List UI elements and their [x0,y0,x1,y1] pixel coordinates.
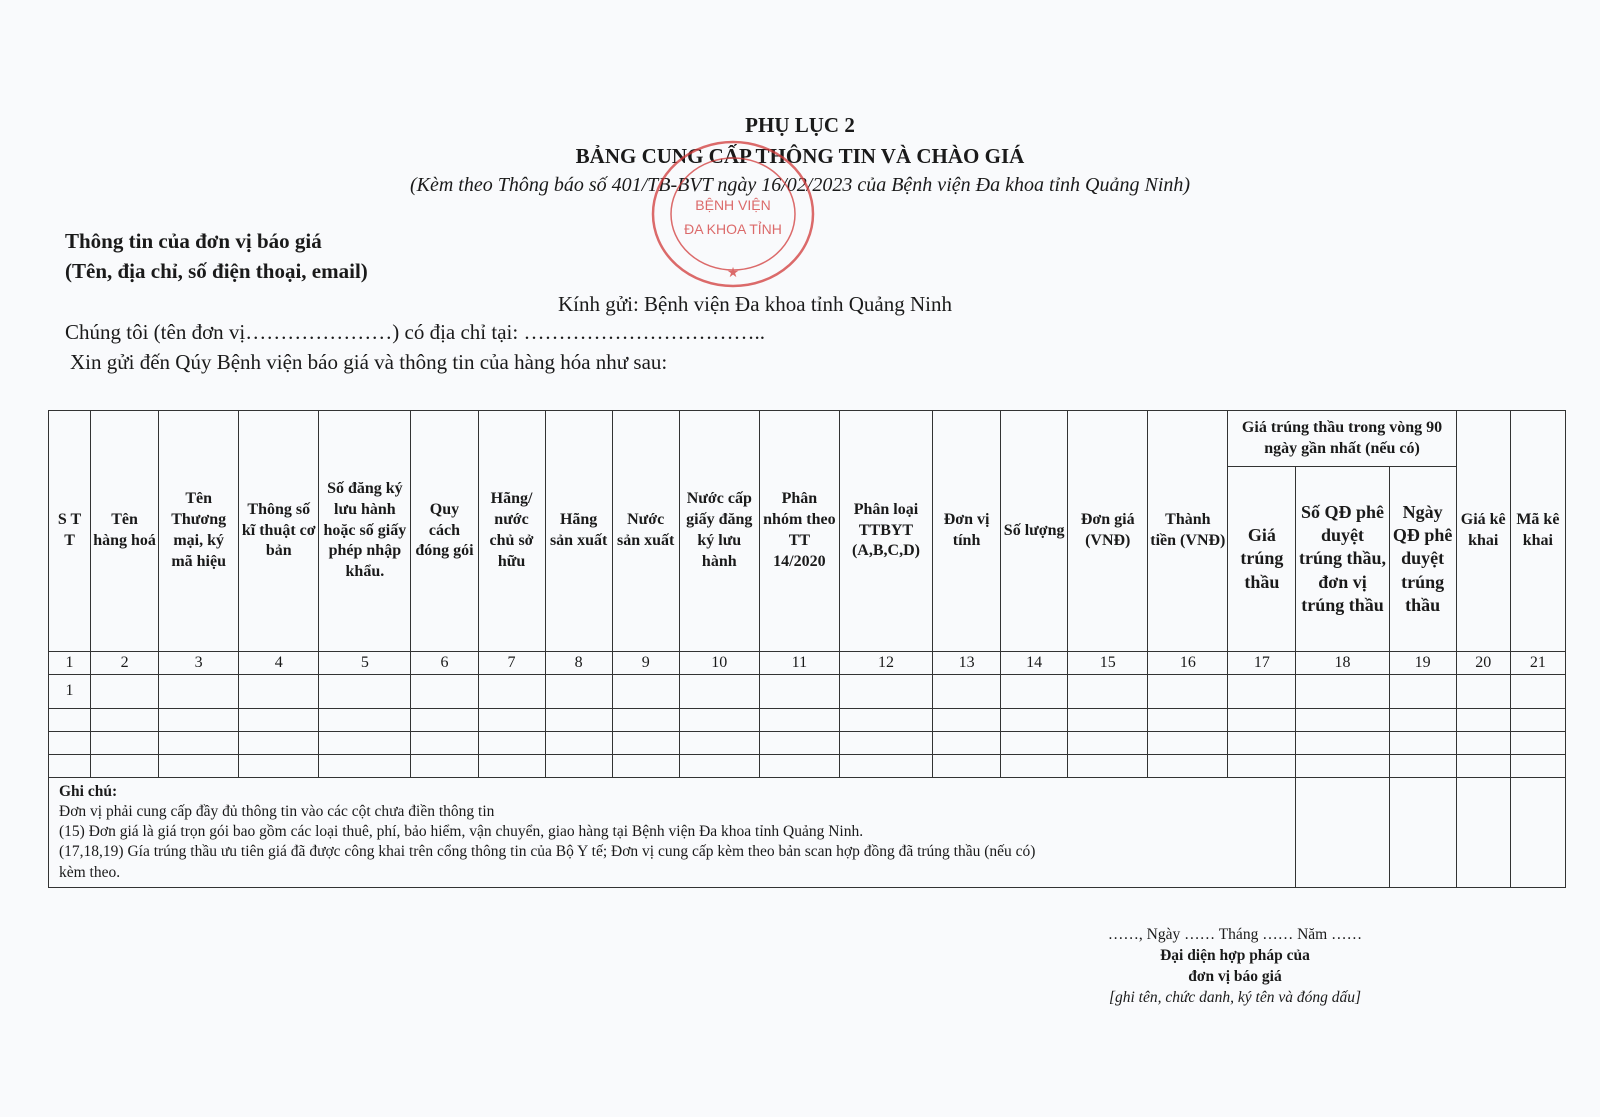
col-header-21: Mã kê khai [1510,411,1565,652]
col-number: 20 [1456,652,1510,675]
col-number: 17 [1228,652,1296,675]
stamp-seal-icon [644,134,822,294]
stamp-text-2: ĐA KHOA TỈNH [684,221,782,237]
col-header-4: Thông số kĩ thuật cơ bản [239,411,319,652]
col-header-11: Phân nhóm theo TT 14/2020 [759,411,839,652]
document-reference: (Kèm theo Thông báo số 401/TB-BVT ngày 16/02/2023 của Bệnh viện Đa khoa tỉnh Quảng Ninh) [409,174,1191,196]
intro-line: Xin gửi đến Qúy Bệnh viện báo giá và thông tin của hàng hóa như sau: [70,350,668,374]
notes-title: Ghi chú: [59,783,118,800]
col-header-16: Thành tiền (VNĐ) [1148,411,1228,652]
signature-instruction: [ghi tên, chức danh, ký tên và đóng dấu] [1108,989,1362,1006]
col-header-8: Hãng sản xuất [545,411,612,652]
quoting-unit-label: Thông tin của đơn vị báo giá [65,229,322,253]
col-header-9: Nước sản xuất [612,411,679,652]
col-number: 2 [91,652,159,675]
col-number: 6 [411,652,478,675]
col-header-7: Hãng/ nước chủ sở hữu [478,411,545,652]
col-header-20: Giá kê khai [1456,411,1510,652]
signature-role-1: Đại diện hợp pháp của [1160,947,1310,964]
col-header-13: Đơn vị tính [933,411,1001,652]
appendix-title: PHỤ LỤC 2 [745,113,855,137]
unit-name-address-line: Chúng tôi (tên đơn vị…………………) có địa chỉ tại: …………………………….. [65,320,765,344]
col-number: 9 [612,652,679,675]
col-number: 16 [1148,652,1228,675]
addressee: Kính gửi: Bệnh viện Đa khoa tỉnh Quảng Ninh [558,292,952,316]
col-number: 14 [1001,652,1068,675]
notes-row [49,778,1566,888]
col-number: 7 [478,652,545,675]
col-header-17: Giá trúng thầu [1228,467,1296,652]
col-number: 18 [1296,652,1389,675]
col-header-2: Tên hàng hoá [91,411,159,652]
col-number: 13 [933,652,1001,675]
col-header-14: Số lượng [1001,411,1068,652]
svg-text:★: ★ [726,266,740,281]
col-header-10: Nước cấp giấy đăng ký lưu hành [679,411,759,652]
col-header-15: Đơn giá (VNĐ) [1068,411,1148,652]
row-stt: 1 [49,675,91,709]
notes-cell [49,778,1296,888]
col-number: 11 [759,652,839,675]
col-header-18: Số QĐ phê duyệt trúng thầu, đơn vị trúng thầu [1296,467,1389,652]
col-number: 10 [679,652,759,675]
col-number: 15 [1068,652,1148,675]
signature-date-line: ……, Ngày …… Tháng …… Năm …… [1107,926,1363,943]
col-header-19: Ngày QĐ phê duyệt trúng thầu [1389,467,1456,652]
note-line: (15) Đơn giá là giá trọn gói bao gồm các loại thuê, phí, bảo hiểm, vận chuyển, giao hàng tại Bệnh viện Đa khoa tỉnh Quảng Ninh. [59,823,864,841]
note-line: Đơn vị phải cung cấp đầy đủ thông tin vào các cột chưa điền thông tin [59,803,495,821]
col-group-header: Giá trúng thầu trong vòng 90 ngày gần nhất (nếu có) [1228,411,1456,467]
col-number: 4 [239,652,319,675]
stamp-text-1: BỆNH VIỆN [695,197,771,213]
quotation-table [48,410,1566,888]
col-header-3: Tên Thương mại, ký mã hiệu [159,411,239,652]
col-number: 5 [319,652,411,675]
quoting-unit-detail: (Tên, địa chỉ, số điện thoại, email) [65,259,368,283]
col-number: 19 [1389,652,1456,675]
col-header-5: Số đăng ký lưu hành hoặc số giấy phép nhập khẩu. [319,411,411,652]
col-number: 8 [545,652,612,675]
col-header-6: Quy cách đóng gói [411,411,478,652]
col-number: 3 [159,652,239,675]
col-header-1: S T T [49,411,91,652]
document-subtitle: BẢNG CUNG CẤP THÔNG TIN VÀ CHÀO GIÁ [575,144,1025,168]
col-number: 21 [1510,652,1565,675]
note-line: kèm theo. [59,863,121,881]
col-number: 12 [839,652,932,675]
table-row [49,732,1566,755]
col-header-12: Phân loại TTBYT (A,B,C,D) [839,411,932,652]
signature-role-2: đơn vị báo giá [1188,968,1282,985]
table-row [49,709,1566,732]
col-number: 1 [49,652,91,675]
table-row [49,755,1566,778]
note-line: (17,18,19) Gía trúng thầu ưu tiên giá đã được công khai trên cổng thông tin của Bộ Y tế; Đơn vị cung cấp kèm theo bản scan hợp đồng đã trúng thầu (nếu có) [59,843,1036,861]
column-number-row [49,652,1566,675]
hospital-stamp [644,134,822,294]
table-row [49,675,1566,709]
